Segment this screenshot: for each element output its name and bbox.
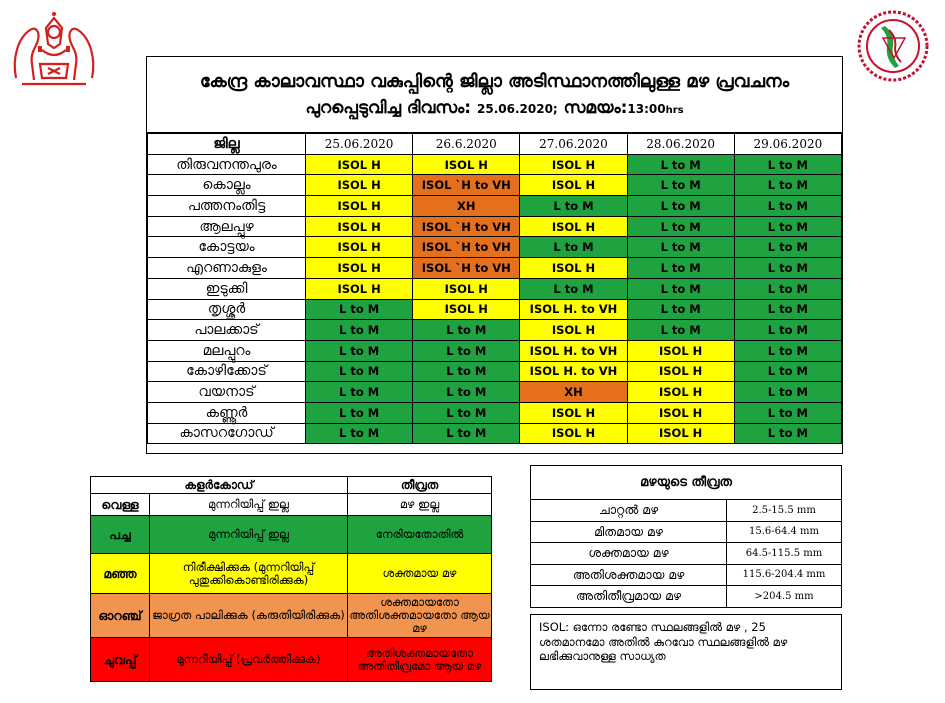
forecast-cell: ISOL H [520, 423, 627, 444]
forecast-cell: ISOL H [306, 196, 413, 217]
date-header: 27.06.2020 [520, 134, 627, 155]
isol-definition-note: ISOL: ഒന്നോ രണ്ടോ സ്ഥലങ്ങളിൽ മഴ , 25 ശതമാനമോ അതിൽ കുറവോ സ്ഥലങ്ങളിൽ മഴ ലഭിക്കുവാനുള്ള സാധ്യത [530, 614, 842, 690]
legend-meaning: നിരീക്ഷിക്കുക (മുന്നറിയിപ്പ് പുതുക്കികൊണ്ടിരിക്കുക) [150, 554, 348, 594]
forecast-cell: ISOL H [306, 154, 413, 175]
forecast-cell: L to M [520, 237, 627, 258]
forecast-cell: ISOL H [413, 154, 520, 175]
time-value: 13:00 [627, 102, 666, 116]
district-name: കൊല്ലം [148, 175, 306, 196]
forecast-cell: L to M [627, 299, 734, 320]
intensity-row [531, 564, 842, 586]
forecast-cell: L to M [734, 361, 841, 382]
forecast-cell: ISOL H [306, 278, 413, 299]
forecast-cell: ISOL H [413, 278, 520, 299]
forecast-row [148, 237, 842, 258]
forecast-cell: ISOL H. to VH [520, 299, 627, 320]
legend-intensity: നേരിയതോതിൽ [348, 516, 492, 554]
forecast-cell: L to M [306, 299, 413, 320]
district-name: കണ്ണൂർ [148, 402, 306, 423]
kerala-emblem-logo [8, 8, 100, 90]
district-column-header: ജില്ല [148, 134, 306, 155]
forecast-header-row [148, 134, 842, 155]
district-name: പാലക്കാട് [148, 320, 306, 341]
date-header: 29.06.2020 [734, 134, 841, 155]
forecast-cell: ISOL H [520, 258, 627, 279]
forecast-cell: ISOL `H to VH [413, 216, 520, 237]
forecast-cell: ISOL H [520, 216, 627, 237]
intensity-label: അതിശക്തമായ മഴ [531, 564, 727, 586]
forecast-cell: L to M [734, 216, 841, 237]
forecast-cell: L to M [413, 423, 520, 444]
forecast-cell: ISOL H [306, 216, 413, 237]
intensity-range: 115.6-204.4 mm [727, 564, 842, 586]
forecast-title: കേന്ദ്ര കാലാവസ്ഥാ വകുപ്പിന്റെ ജില്ലാ അടിസ്ഥാനത്തിലുള്ള മഴ പ്രവചനം [199, 71, 790, 92]
forecast-cell: ISOL H [306, 258, 413, 279]
intensity-range: 15.6-64.4 mm [727, 521, 842, 543]
forecast-cell: L to M [734, 154, 841, 175]
forecast-cell: ISOL H [627, 423, 734, 444]
intensity-row [531, 543, 842, 565]
forecast-row [148, 154, 842, 175]
forecast-cell: XH [520, 382, 627, 403]
forecast-cell: L to M [306, 361, 413, 382]
time-unit: hrs [665, 105, 684, 116]
forecast-cell: ISOL `H to VH [413, 237, 520, 258]
legend-meaning: മുന്നറിയിപ്പ് ഇല്ല [150, 494, 348, 516]
legend-meaning: മുന്നറിയിപ്പ് (പ്രവർത്തിക്കുക) [150, 638, 348, 682]
forecast-cell: ISOL H [306, 237, 413, 258]
date-header: 28.06.2020 [627, 134, 734, 155]
forecast-grid [147, 133, 842, 444]
forecast-row [148, 340, 842, 361]
forecast-cell: L to M [734, 278, 841, 299]
forecast-cell: ISOL H [520, 175, 627, 196]
forecast-row [148, 361, 842, 382]
district-name: ഇടുക്കി [148, 278, 306, 299]
forecast-cell: L to M [734, 320, 841, 341]
forecast-cell: L to M [306, 423, 413, 444]
forecast-cell: ISOL H [520, 320, 627, 341]
legend-intensity: മഴ ഇല്ല [348, 494, 492, 516]
intensity-range: 2.5-15.5 mm [727, 500, 842, 522]
forecast-cell: ISOL H. to VH [520, 340, 627, 361]
forecast-table-container [146, 56, 843, 454]
forecast-cell: ISOL `H to VH [413, 258, 520, 279]
forecast-row [148, 299, 842, 320]
forecast-cell: L to M [413, 402, 520, 423]
intensity-label: അതിതീവ്രമായ മഴ [531, 586, 727, 608]
forecast-cell: L to M [734, 258, 841, 279]
forecast-cell: L to M [734, 402, 841, 423]
district-name: പത്തനംതിട്ട [148, 196, 306, 217]
issued-date: 25.06.2020; [477, 102, 558, 116]
forecast-cell: L to M [627, 258, 734, 279]
forecast-cell: ISOL H [413, 299, 520, 320]
legend-header-row [91, 477, 492, 494]
forecast-cell: L to M [627, 237, 734, 258]
forecast-cell: L to M [306, 340, 413, 361]
forecast-cell: L to M [627, 216, 734, 237]
forecast-cell: L to M [520, 196, 627, 217]
legend-intensity: അതിശക്തമായതോ അതിതീവ്രമോ ആയ മഴ [348, 638, 492, 682]
legend-intensity: ശക്തമായതോ അതിശക്തമായതോ ആയ മഴ [348, 594, 492, 638]
district-name: തിരുവനന്തപുരം [148, 154, 306, 175]
legend-row [91, 494, 492, 516]
legend-intensity-header: തീവ്രത [348, 477, 492, 494]
district-name: തൃശ്ശൂർ [148, 299, 306, 320]
forecast-row [148, 258, 842, 279]
district-name: എറണാകുളം [148, 258, 306, 279]
forecast-cell: ISOL H [306, 175, 413, 196]
forecast-cell: L to M [734, 423, 841, 444]
issued-line [147, 93, 842, 122]
legend-color-name: പച്ച [91, 516, 150, 554]
legend-row [91, 554, 492, 594]
legend-color-name: മഞ്ഞ [91, 554, 150, 594]
legend-color-header: കളർകോഡ് [91, 477, 348, 494]
time-label: സമയം: [563, 98, 628, 118]
forecast-cell: L to M [627, 154, 734, 175]
district-name: കോട്ടയം [148, 237, 306, 258]
forecast-cell: L to M [627, 196, 734, 217]
intensity-label: മിതമായ മഴ [531, 521, 727, 543]
forecast-cell: L to M [413, 320, 520, 341]
forecast-cell: L to M [734, 237, 841, 258]
issued-label: പുറപ്പെടുവിച്ച ദിവസം: [305, 98, 472, 118]
legend-meaning: മുന്നറിയിപ്പ് ഇല്ല [150, 516, 348, 554]
forecast-cell: ISOL H [627, 382, 734, 403]
forecast-cell: ISOL H [627, 340, 734, 361]
intensity-range: >204.5 mm [727, 586, 842, 608]
intensity-row [531, 521, 842, 543]
intensity-range: 64.5-115.5 mm [727, 543, 842, 565]
intensity-row [531, 586, 842, 608]
forecast-cell: ISOL H [627, 361, 734, 382]
date-header: 25.06.2020 [306, 134, 413, 155]
legend-row [91, 638, 492, 682]
intensity-header-row [531, 466, 842, 500]
forecast-cell: L to M [520, 278, 627, 299]
disaster-management-logo [855, 8, 931, 84]
forecast-cell: L to M [734, 340, 841, 361]
intensity-row [531, 500, 842, 522]
forecast-title-area [147, 57, 842, 133]
rainfall-intensity-table [530, 465, 842, 608]
forecast-row [148, 402, 842, 423]
legend-row [91, 516, 492, 554]
legend-color-name: ഓറഞ്ച് [91, 594, 150, 638]
intensity-label: ശക്തമായ മഴ [531, 543, 727, 565]
forecast-cell: L to M [734, 175, 841, 196]
forecast-cell: L to M [627, 278, 734, 299]
forecast-row [148, 175, 842, 196]
forecast-row [148, 196, 842, 217]
forecast-cell: L to M [306, 402, 413, 423]
date-header: 26.6.2020 [413, 134, 520, 155]
color-code-legend [90, 476, 492, 682]
forecast-cell: XH [413, 196, 520, 217]
forecast-cell: L to M [306, 382, 413, 403]
legend-color-name: ചുവപ്പ് [91, 638, 150, 682]
intensity-title: മഴയുടെ തീവ്രത [531, 466, 842, 500]
district-name: കാസറഗോഡ് [148, 423, 306, 444]
legend-color-name: വെള്ള [91, 494, 150, 516]
forecast-cell: L to M [734, 196, 841, 217]
forecast-cell: L to M [734, 299, 841, 320]
legend-meaning: ജാഗ്രത പാലിക്കുക (കരുതിയിരിക്കുക) [150, 594, 348, 638]
forecast-cell: L to M [413, 340, 520, 361]
intensity-label: ചാറ്റൽ മഴ [531, 500, 727, 522]
district-name: കോഴിക്കോട് [148, 361, 306, 382]
forecast-cell: ISOL H [520, 154, 627, 175]
forecast-cell: ISOL `H to VH [413, 175, 520, 196]
forecast-cell: L to M [734, 382, 841, 403]
district-name: മലപ്പുറം [148, 340, 306, 361]
forecast-cell: L to M [627, 175, 734, 196]
forecast-row [148, 320, 842, 341]
district-name: വയനാട് [148, 382, 306, 403]
forecast-row [148, 216, 842, 237]
forecast-cell: L to M [413, 382, 520, 403]
forecast-row [148, 423, 842, 444]
forecast-cell: ISOL H [520, 402, 627, 423]
forecast-cell: L to M [413, 361, 520, 382]
forecast-cell: ISOL H. to VH [520, 361, 627, 382]
forecast-row [148, 278, 842, 299]
forecast-cell: L to M [627, 320, 734, 341]
legend-row [91, 594, 492, 638]
forecast-row [148, 382, 842, 403]
legend-intensity: ശക്തമായ മഴ [348, 554, 492, 594]
forecast-cell: L to M [306, 320, 413, 341]
district-name: ആലപ്പുഴ [148, 216, 306, 237]
forecast-cell: ISOL H [627, 402, 734, 423]
